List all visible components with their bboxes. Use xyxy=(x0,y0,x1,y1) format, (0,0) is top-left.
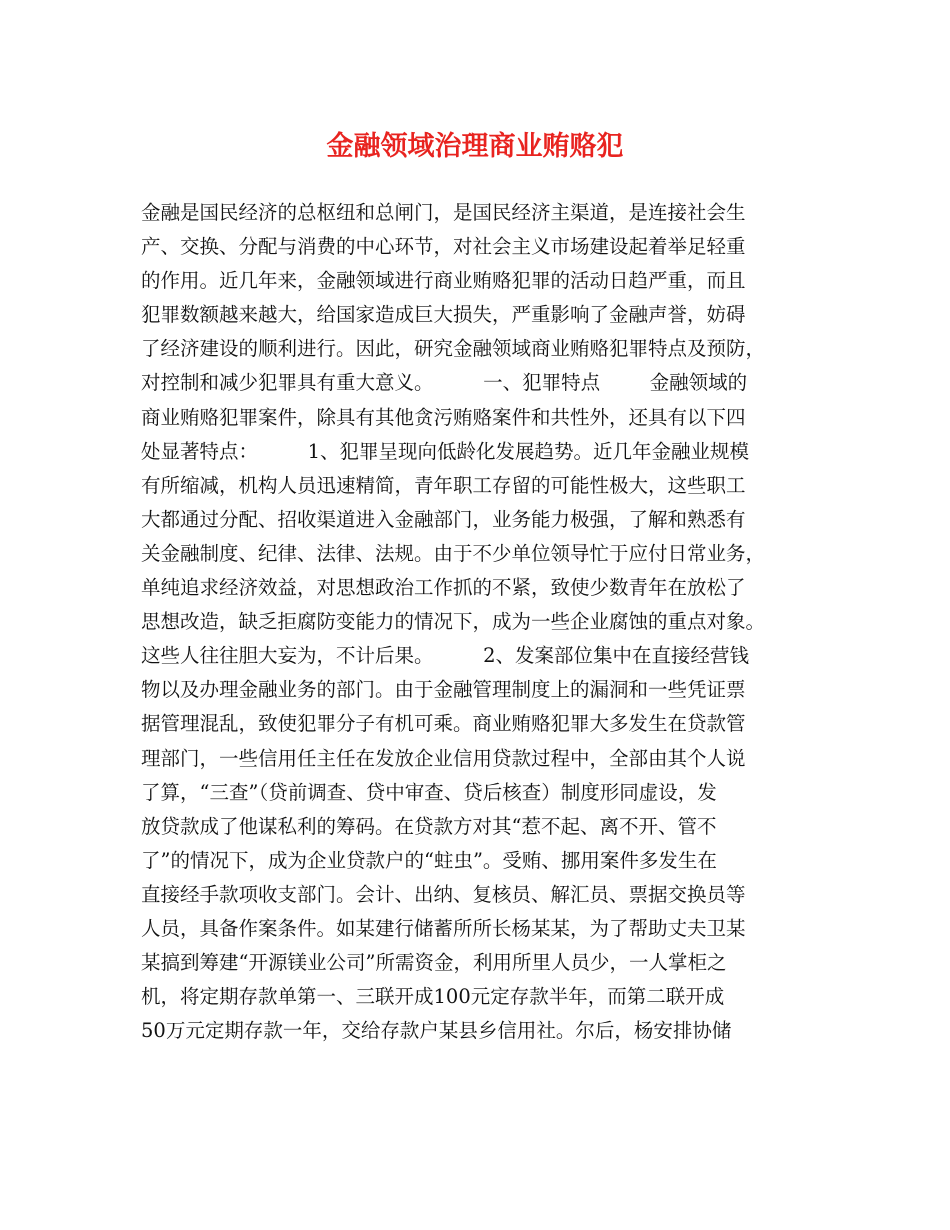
body-line: 直接经手款项收支部门。会计、出纳、复核员、解汇员、票据交换员等 xyxy=(141,882,746,906)
body-line: 单纯追求经济效益，对思想政治工作抓的不紧，致使少数青年在放松了 xyxy=(141,576,746,600)
body-line: 理部门，一些信用任主任在发放企业信用贷款过程中，全部由其个人说 xyxy=(141,746,746,770)
body-line: 商业贿赂犯罪案件，除具有其他贪污贿赂案件和共性外，还具有以下四 xyxy=(141,405,746,429)
body-line: 放贷款成了他谋私利的筹码。在贷款方对其“惹不起、离不开、管不 xyxy=(141,814,717,838)
body-line: 物以及办理金融业务的部门。由于金融管理制度上的漏洞和一些凭证票 xyxy=(141,678,746,702)
body-line: 的作用。近几年来，金融领域进行商业贿赂犯罪的活动日趋严重，而且 xyxy=(141,269,746,293)
document-body xyxy=(141,196,831,1048)
body-line: 金融是国民经济的总枢纽和总闸门，是国民经济主渠道，是连接社会生 xyxy=(141,201,746,224)
body-line: 了经济建设的顺利进行。因此，研究金融领域商业贿赂犯罪特点及预防， xyxy=(141,337,766,361)
body-line: 人员，具备作案条件。如某建行储蓄所所长杨某某，为了帮助丈夫卫某 xyxy=(141,916,746,940)
body-line: 50万元定期存款一年，交给存款户某县乡信用社。尔后，杨安排协储 xyxy=(141,1019,732,1043)
body-line: 大都通过分配、招收渠道进入金融部门，业务能力极强，了解和熟悉有 xyxy=(141,507,746,531)
body-line: 有所缩减，机构人员迅速精简，青年职工存留的可能性极大，这些职工 xyxy=(141,473,746,497)
document-title: 金融领域治理商业贿赂犯 xyxy=(326,131,624,162)
body-line: 思想改造，缺乏拒腐防变能力的情况下，成为一些企业腐蚀的重点对象。 xyxy=(141,610,766,634)
body-line: 对控制和减少犯罪具有重大意义。 一、犯罪特点 金融领域的 xyxy=(141,371,748,395)
body-line: 这些人往往胆大妄为，不计后果。 2、发案部位集中在直接经营钱 xyxy=(141,644,749,668)
body-line: 犯罪数额越来越大，给国家造成巨大损失，严重影响了金融声誉，妨碍 xyxy=(141,303,746,327)
body-line: 了”的情况下，成为企业贷款户的“蛀虫”。受贿、挪用案件多发生在 xyxy=(141,848,717,872)
body-line: 关金融制度、纪律、法律、法规。由于不少单位领导忙于应付日常业务， xyxy=(141,541,766,565)
body-line: 处显著特点： 1、犯罪呈现向低龄化发展趋势。近几年金融业规模 xyxy=(141,439,749,463)
body-line: 了算，“三查”（贷前调查、贷中审查、贷后核查）制度形同虚设，发 xyxy=(141,780,717,804)
body-line: 据管理混乱，致使犯罪分子有机可乘。商业贿赂犯罪大多发生在贷款管 xyxy=(141,712,746,736)
body-line: 某搞到筹建“开源镁业公司”所需资金，利用所里人员少，一人掌柜之 xyxy=(141,951,727,975)
body-line: 产、交换、分配与消费的中心环节，对社会主义市场建设起着举足轻重 xyxy=(141,235,746,259)
body-line: 机，将定期存款单第一、三联开成100元定存款半年，而第二联开成 xyxy=(141,985,725,1009)
